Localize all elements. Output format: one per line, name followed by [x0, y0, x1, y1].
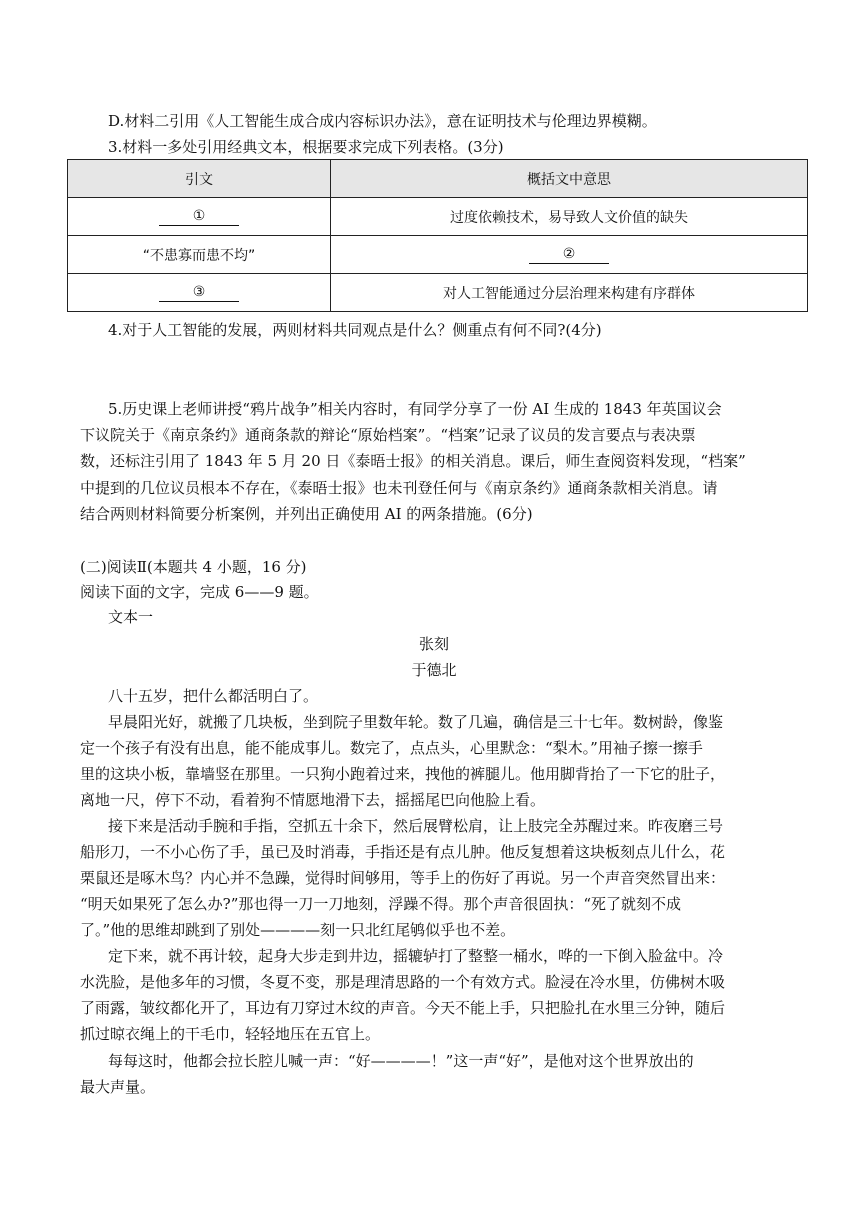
question-5-line: 数，还标注引用了 1843 年 5 月 20 日《泰晤士报》的相关消息。课后，师生查阅资料发现，“档案” [80, 452, 746, 470]
text-label: 文本一 [108, 608, 154, 626]
story-line: 船形刀，一不小心伤了手，虽已及时消毒，手指还是有点儿肿。他反复想着这块板刻点儿什么，花 [80, 843, 726, 861]
story-author: 于德北 [411, 661, 457, 679]
table-cell: 对人工智能通过分层治理来构建有序群体 [331, 274, 808, 312]
table-header-row [68, 160, 808, 198]
question-5-line: 下议院关于《南京条约》通商条款的辩论“原始档案”。“档案”记录了议员的发言要点与表决票 [80, 426, 696, 444]
question-5-line: 中提到的几位议员根本不存在，《泰晤士报》也未刊登任何与《南京条约》通商条款相关消息。请 [80, 479, 718, 497]
blank-2: ② [529, 245, 609, 264]
question-5-line: 结合两则材料简要分析案例，并列出正确使用 AI 的两条措施。(6分) [80, 505, 533, 523]
story-title: 张刻 [418, 635, 449, 653]
story-line: 抓过晾衣绳上的干毛巾，轻轻地压在五官上。 [80, 1025, 381, 1043]
story-line: 接下来是活动手腕和手指，空抓五十余下，然后展臂松肩，让上肢完全苏醒过来。昨夜磨三号 [108, 817, 724, 835]
story-line: 了。”他的思维却跳到了别处————刻一只北红尾鸲似乎也不差。 [80, 921, 516, 939]
quote-table [67, 159, 808, 312]
story-line: 里的这块小板，靠墙竖在那里。一只狗小跑着过来，拽他的裤腿儿。他用脚背抬了一下它的肚子， [80, 765, 726, 783]
table-row [68, 198, 808, 236]
story-line: “明天如果死了怎么办?”那也得一刀一刀地刻，浮躁不得。那个声音很固执：“死了就刻不成 [80, 895, 682, 913]
story-line: 水洗脸，是他多年的习惯，冬夏不变，那是理清思路的一个有效方式。脸浸在冷水里，仿佛树木吸 [80, 973, 726, 991]
story-line: 定一个孩子有没有出息，能不能成事儿。数完了，点点头，心里默念：“梨木。”用袖子擦一擦手 [80, 739, 703, 757]
table-cell: 过度依赖技术，易导致人文价值的缺失 [331, 198, 808, 236]
story-line: 栗鼠还是啄木鸟？内心并不急躁，觉得时间够用，等手上的伤好了再说。另一个声音突然冒出来： [80, 869, 726, 887]
story-line: 八十五岁，把什么都活明白了。 [108, 687, 319, 705]
question-5-line: 5.历史课上老师讲授“鸦片战争”相关内容时，有同学分享了一份 AI 生成的 1843 年英国议会 [108, 400, 722, 418]
option-d: D.材料二引用《人工智能生成合成内容标识办法》，意在证明技术与伦理边界模糊。 [108, 112, 657, 130]
question-4: 4.对于人工智能的发展，两则材料共同观点是什么？侧重点有何不同?(4分) [108, 321, 602, 339]
story-line: 离地一尺，停下不动，看着狗不情愿地滑下去，摇摇尾巴向他脸上看。 [80, 791, 546, 809]
blank-3: ③ [159, 283, 239, 302]
section-heading: (二)阅读Ⅱ(本题共 4 小题，16 分) [80, 558, 307, 576]
table-row [68, 274, 808, 312]
blank-1: ① [159, 207, 239, 226]
story-line: 定下来，就不再计较，起身大步走到井边，摇辘轳打了整整一桶水，哗的一下倒入脸盆中。冷 [108, 947, 724, 965]
story-line: 早晨阳光好，就搬了几块板，坐到院子里数年轮。数了几遍，确信是三十七年。数树龄，像鉴 [108, 713, 724, 731]
story-line: 了雨露，皱纹都化开了，耳边有刀穿过木纹的声音。今天不能上手，只把脸扎在水里三分钟，随后 [80, 999, 726, 1017]
table-row [68, 236, 808, 274]
story-line: 最大声量。 [80, 1078, 156, 1096]
table-header-quote: 引文 [68, 160, 331, 198]
section-instruction: 阅读下面的文字，完成 6——9 题。 [80, 583, 319, 601]
story-line: 每每这时，他都会拉长腔儿喊一声：“好————！”这一声“好”，是他对这个世界放出的 [108, 1052, 694, 1070]
question-3: 3.材料一多处引用经典文本，根据要求完成下列表格。(3分) [108, 138, 504, 156]
table-cell: “不患寡而患不均” [68, 236, 331, 274]
table-header-meaning: 概括文中意思 [331, 160, 808, 198]
